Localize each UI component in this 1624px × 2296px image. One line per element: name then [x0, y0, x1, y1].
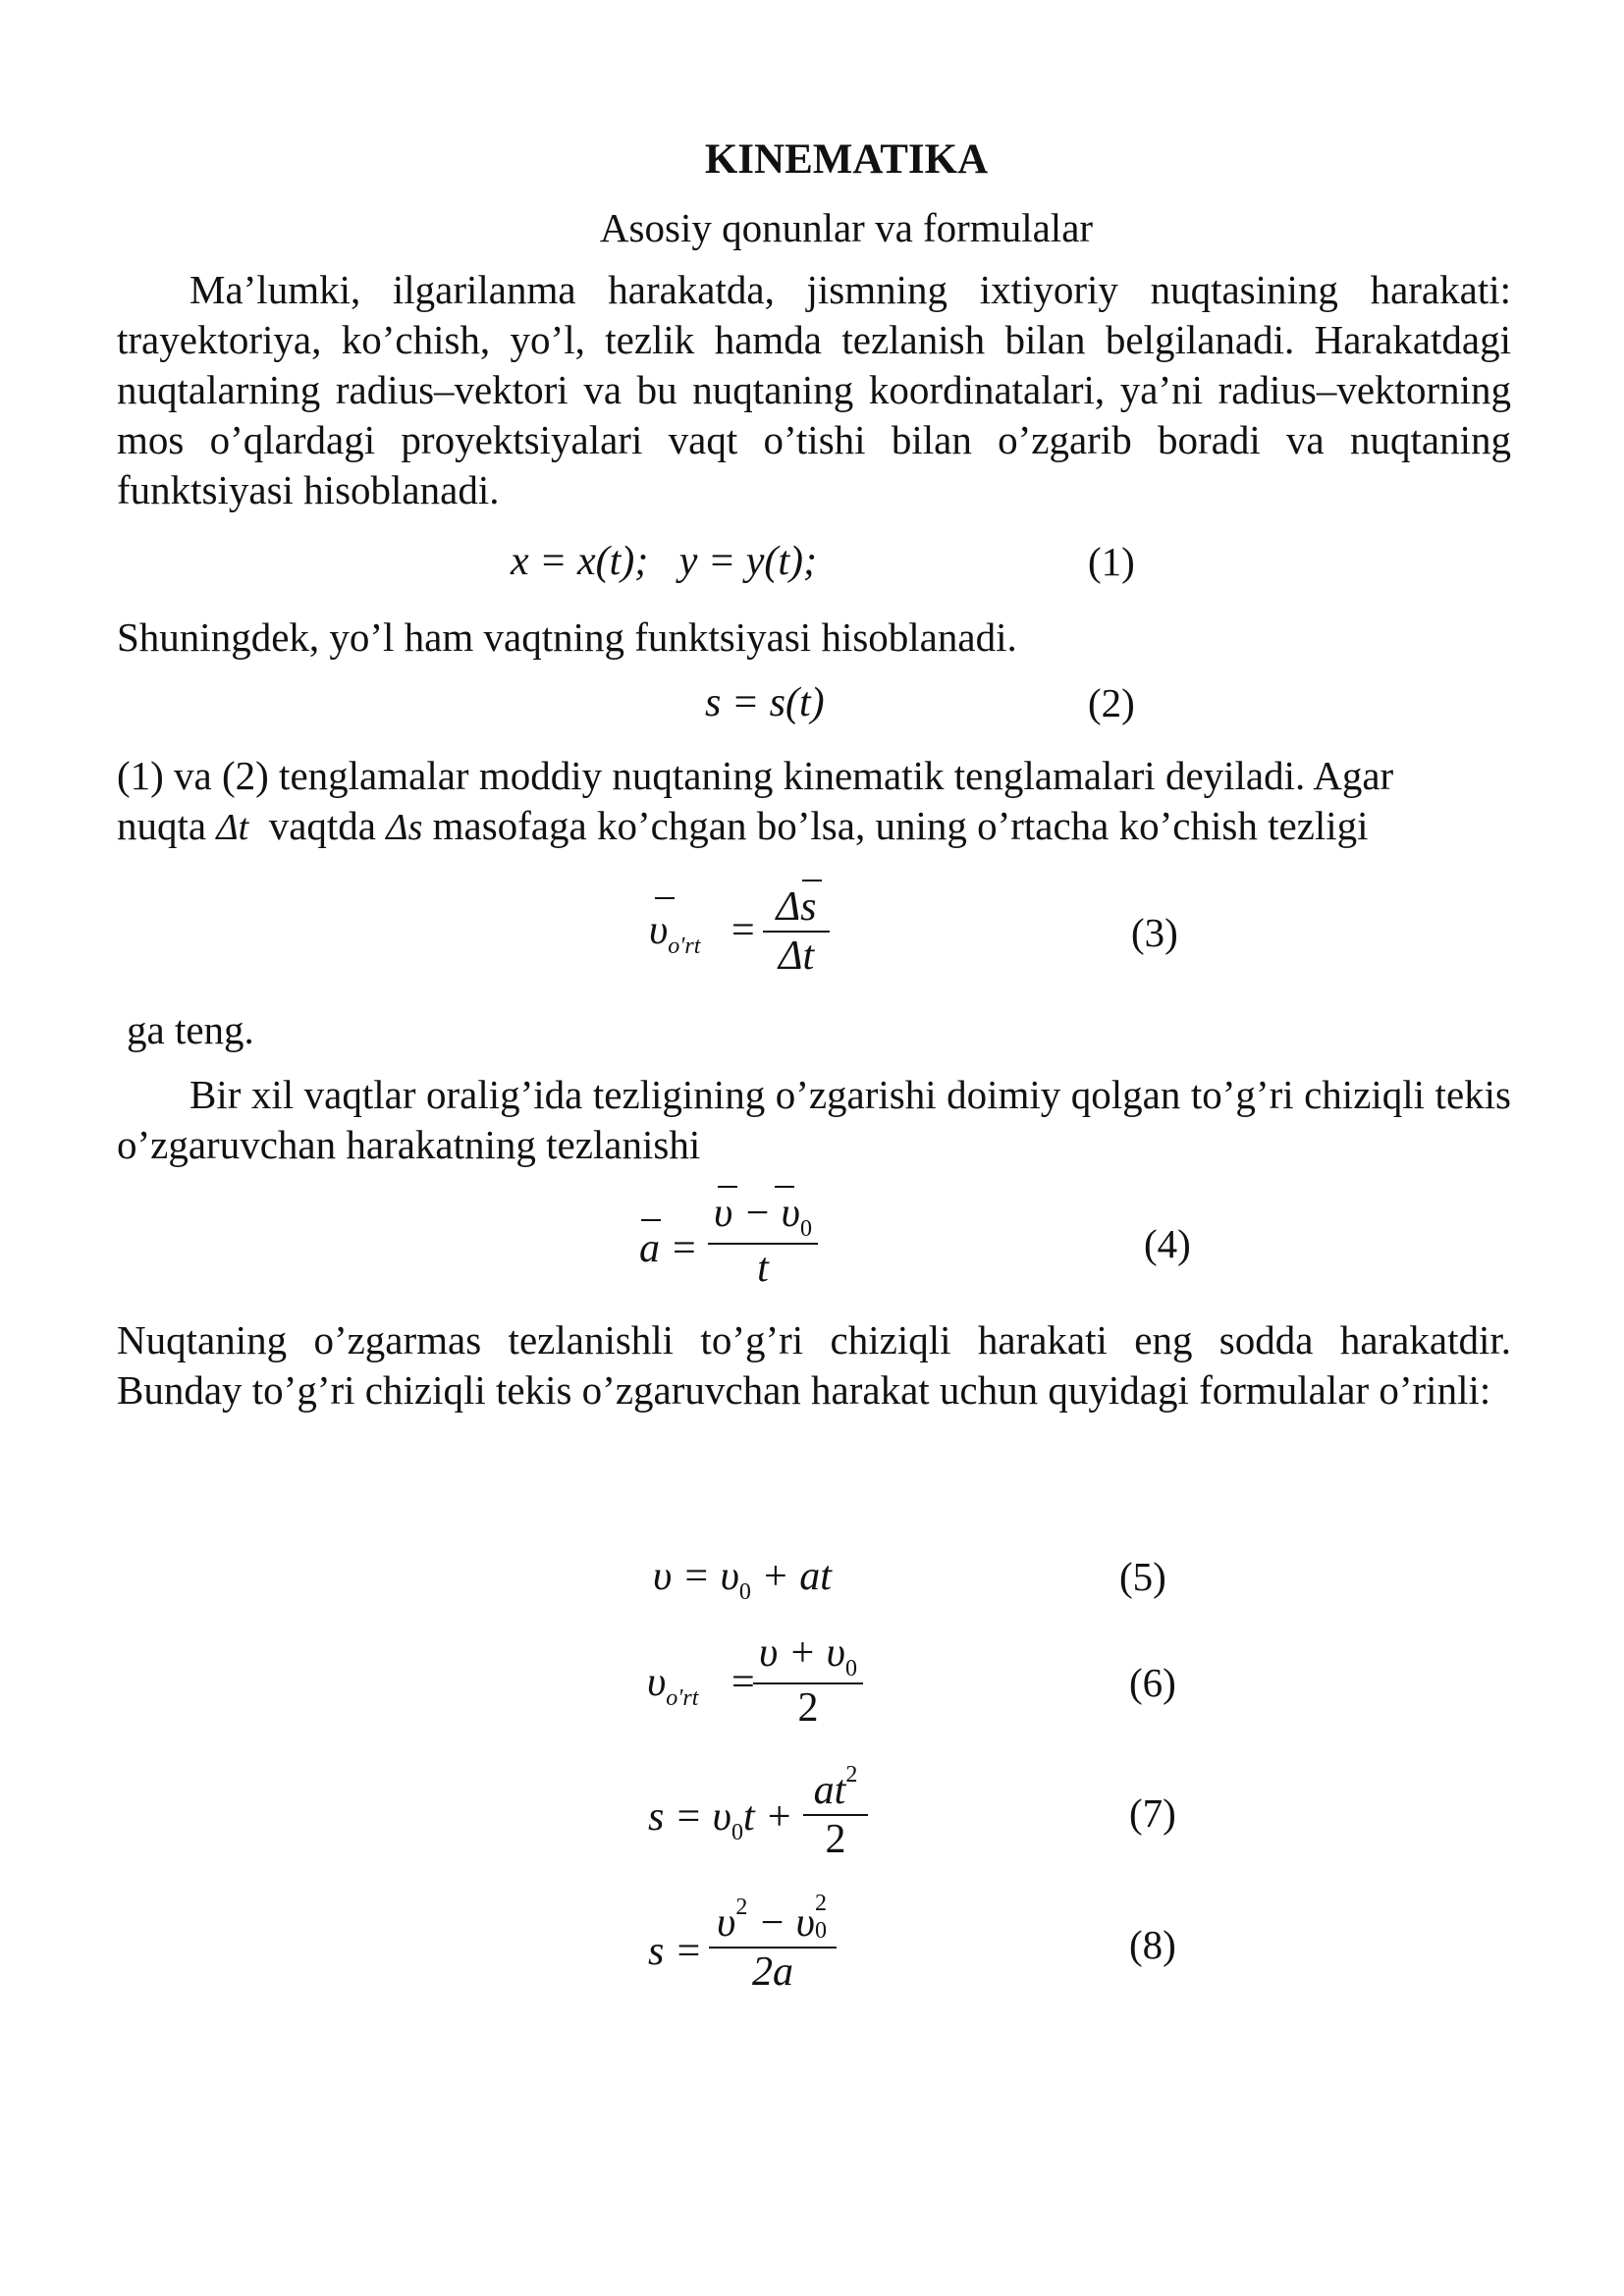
- paragraph-kinematic-equations-line1: (1) va (2) tenglamalar moddiy nuqtaning kinematik tenglamalari deyiladi. Agar: [117, 753, 1394, 798]
- equation-3-number: (3): [1131, 910, 1178, 955]
- equation-5-expr: υ = υ: [653, 1554, 739, 1599]
- equation-5: [653, 1553, 832, 1606]
- equation-4-number: (4): [1144, 1221, 1191, 1266]
- equation-7-number: (7): [1129, 1790, 1176, 1836]
- equation-8: [648, 1891, 903, 2012]
- equation-4-denominator: t: [757, 1246, 769, 1291]
- delta-t-symbol: Δt: [216, 807, 249, 848]
- text-masofaga: masofaga ko’chgan bo’lsa, uning o’rtacha ko’chish tezligi: [432, 803, 1369, 848]
- equation-3-denominator: Δt: [778, 934, 815, 979]
- paragraph-uniform-acceleration: Nuqtaning o’zgarmas tezlanishli to’g’ri chiziqli harakati eng sodda harakatdir. Bunday to’g’ri chiziqli tekis o’zgaruvchan harakat uchun quyidagi formulalar o’rinli:: [117, 1317, 1511, 1413]
- equation-2: s = s(t): [705, 680, 825, 725]
- equation-6-numerator-subscript: 0: [844, 1656, 857, 1682]
- equation-3-num-overbar: [802, 880, 822, 881]
- equation-2-number: (2): [1088, 680, 1135, 725]
- equation-6-number: (6): [1129, 1660, 1176, 1705]
- equation-8-numerator-a: υ: [717, 1900, 736, 1946]
- paragraph-path-function: Shuningdek, yo’l ham vaqtning funktsiyasi hisoblanadi.: [117, 614, 1017, 660]
- equation-5-rest: + at: [750, 1554, 832, 1599]
- equation-6: [643, 1629, 898, 1747]
- equation-4-numerator: υ − υ: [714, 1191, 800, 1236]
- equation-4-fraction: [708, 1190, 818, 1292]
- page-subtitle: Asosiy qonunlar va formulalar: [599, 205, 1094, 250]
- equation-3-fraction: [763, 883, 830, 980]
- equation-7-lhs-subscript: 0: [731, 1820, 743, 1845]
- equation-3-equals: =: [731, 908, 755, 953]
- equation-6-equals: =: [731, 1660, 755, 1705]
- equation-1-number: (1): [1088, 539, 1135, 584]
- equation-4-num-overbar-1: [718, 1186, 737, 1188]
- equation-7: [648, 1762, 903, 1880]
- paragraph-ga-teng: ga teng.: [127, 1007, 254, 1052]
- equation-3-lhs: υ: [649, 908, 669, 953]
- equation-6-lhs: υ: [647, 1660, 667, 1705]
- paragraph-acceleration-intro: Bir xil vaqtlar oralig’ida tezligining o’zgarishi doimiy qolgan to’g’ri chiziqli tekis o’zgaruvchan harakatning tezlanishi: [117, 1072, 1511, 1167]
- equation-6-fraction: [753, 1629, 863, 1732]
- equation-8-fraction: [709, 1891, 837, 1996]
- equation-3-lhs-overbar: [655, 897, 675, 899]
- equation-8-number: (8): [1129, 1922, 1176, 1967]
- equation-7-numerator: at: [813, 1768, 846, 1813]
- equation-1-right: y = y(t);: [678, 539, 818, 584]
- equation-4-numerator-subscript: 0: [799, 1216, 812, 1242]
- page-title: KINEMATIKA: [704, 136, 989, 183]
- equation-8-numerator-b-subscript: 0: [814, 1918, 827, 1944]
- equation-4-lhs-overbar: [641, 1219, 661, 1221]
- equation-8-numerator-b-superscript: 2: [814, 1891, 827, 1916]
- equation-8-denominator: 2a: [752, 1949, 793, 1995]
- equation-3-lhs-subscript: o'rt: [668, 934, 701, 959]
- equation-4-equals: =: [673, 1226, 696, 1271]
- equation-8-numerator-a-superscript: 2: [735, 1895, 748, 1920]
- equation-6-lhs-subscript: o'rt: [666, 1685, 699, 1711]
- equation-7-lhs: s = υ: [648, 1794, 731, 1840]
- equation-1-left: x = x(t);: [511, 539, 649, 584]
- equation-7-lhs-rest: t +: [742, 1794, 793, 1840]
- equation-4: [633, 1190, 869, 1308]
- equation-7-fraction: [803, 1762, 868, 1863]
- equation-3: [643, 883, 879, 1001]
- equation-5-subscript: 0: [738, 1579, 751, 1605]
- equation-8-lhs: s =: [648, 1929, 703, 1974]
- equation-3-numerator: Δs: [776, 884, 817, 930]
- equation-6-numerator: υ + υ: [759, 1630, 845, 1676]
- equation-7-numerator-superscript: 2: [845, 1762, 858, 1788]
- equation-7-denominator: 2: [825, 1817, 846, 1862]
- equation-5-number: (5): [1119, 1554, 1166, 1599]
- delta-s-vector-symbol: Δs: [386, 807, 423, 848]
- text-vaqtda: vaqtda: [268, 803, 377, 848]
- equation-6-denominator: 2: [797, 1685, 819, 1731]
- text-nuqta: nuqta: [117, 803, 207, 848]
- paragraph-intro: Ma’lumki, ilgarilanma harakatda, jismning ixtiyoriy nuqtasining harakati: trayektoriya, ko’chish, yo’l, tezlik hamda tezlanish bilan belgilanadi. Harakatdagi nuqtalarning radius–vektori va bu nuqtaning koordinatalari, ya’ni radius–vektorning mos o’qlardagi proyektsiyalari vaqt o’tishi bilan o’zgarib boradi va nuqtaning funktsiyasi hisoblanadi.: [117, 267, 1511, 512]
- equation-1: [511, 538, 817, 585]
- paragraph-kinematic-equations-line2: [117, 801, 1511, 853]
- equation-4-lhs: a: [639, 1226, 660, 1271]
- equation-4-num-overbar-2: [775, 1186, 794, 1188]
- equation-8-numerator-mid: − υ: [747, 1900, 815, 1946]
